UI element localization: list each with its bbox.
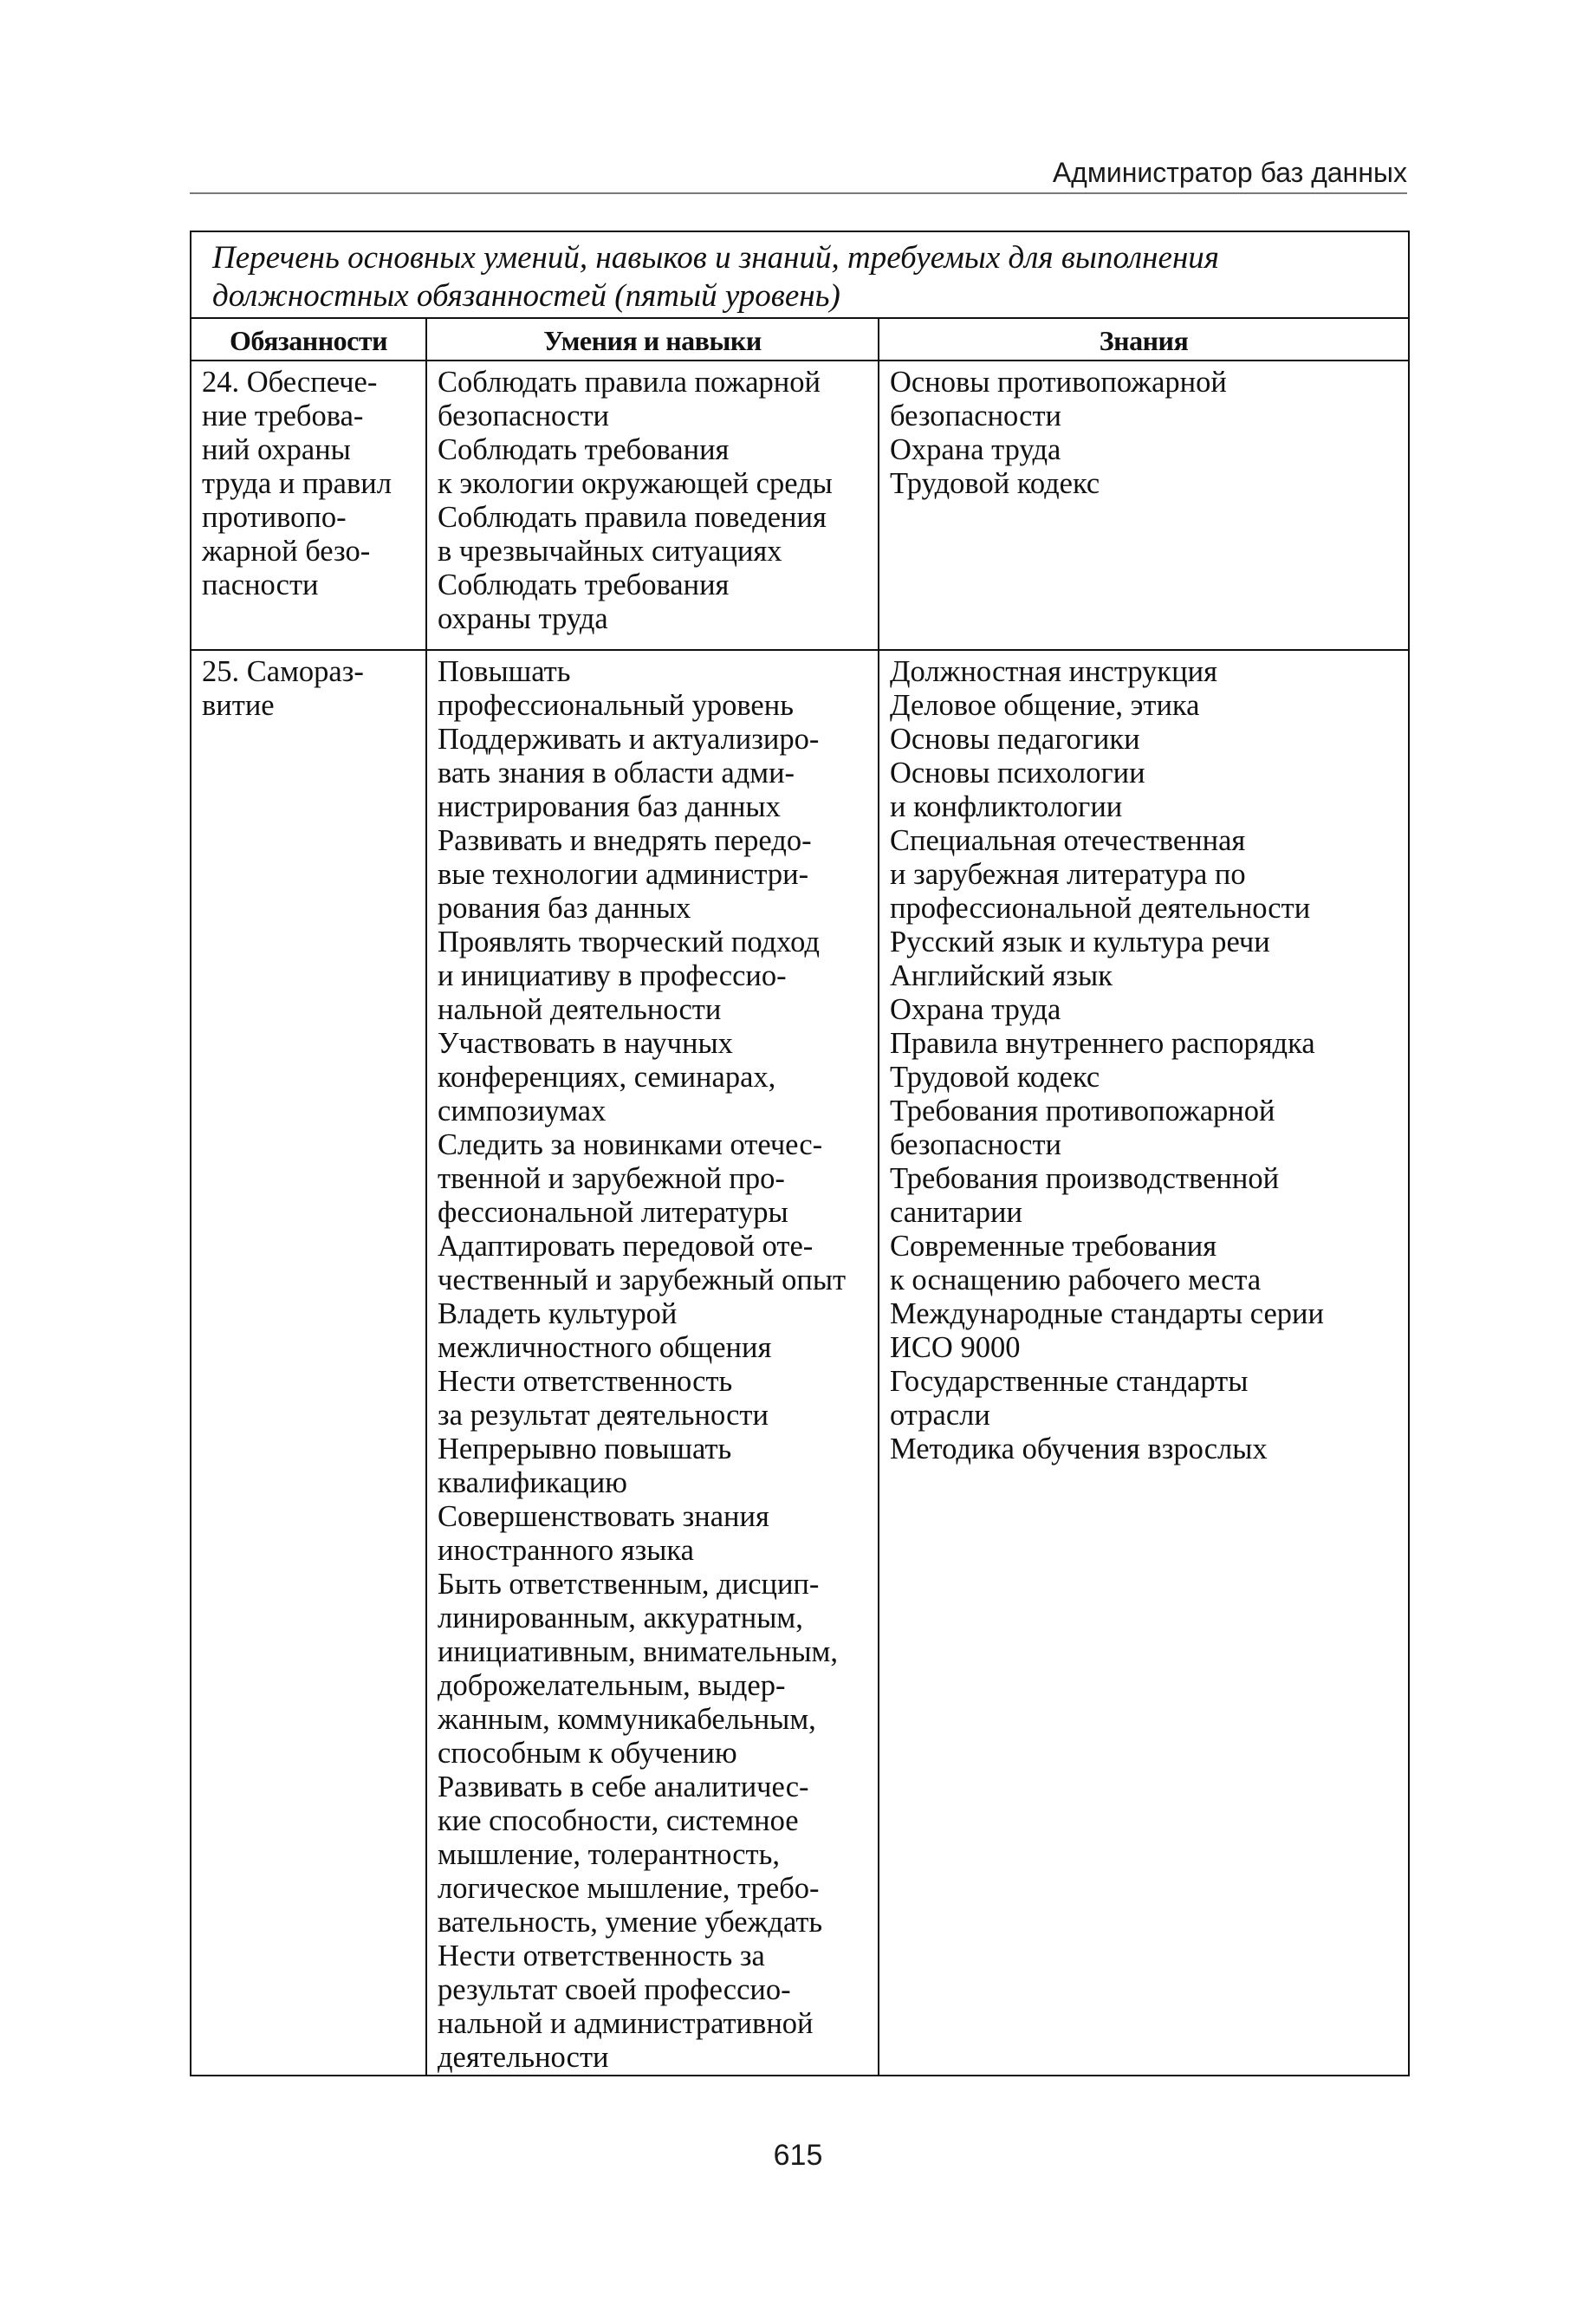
cell-line: Требования противопожарной [890, 1095, 1275, 1127]
cell-line: и зарубежная литература по [890, 858, 1246, 891]
cell-line: Трудовой кодекс [890, 467, 1100, 500]
cell-line: Адаптировать передовой оте- [438, 1230, 814, 1263]
cell-line: Должностная инструкция [890, 655, 1217, 688]
cell-line: результат своей профессио- [438, 1973, 791, 2006]
table-caption-line: Перечень основных умений, навыков и знаний, требуемых для выполнения [212, 240, 1219, 276]
cell-line: Непрерывно повышать [438, 1433, 732, 1465]
cell-line: чественный и зарубежный опыт [438, 1264, 847, 1296]
cell-line: жанным, коммуникабельным, [438, 1703, 816, 1736]
cell-line: нальной и административной [438, 2007, 814, 2040]
cell-line: линированным, аккуратным, [438, 1602, 803, 1634]
cell-line: Проявлять творческий подход [438, 926, 820, 958]
header-knowledge: Знания [879, 318, 1409, 361]
table-caption-line: должностных обязанностей (пятый уровень) [212, 278, 840, 314]
cell-line: Владеть культурой [438, 1297, 678, 1330]
cell-line: витие [202, 689, 275, 722]
cell-line: профессиональной деятельности [890, 892, 1311, 925]
cell-line: профессиональный уровень [438, 689, 794, 722]
cell-line: вые технологии администри- [438, 858, 809, 891]
cell-line: межличностного общения [438, 1331, 772, 1364]
cell-line: Поддерживать и актуализиро- [438, 723, 820, 756]
cell-line: нальной деятельности [438, 993, 722, 1026]
skills-cell [426, 650, 879, 2076]
cell-line: 25. Самораз- [202, 655, 364, 688]
skills-cell [426, 361, 879, 650]
cell-line: инициативным, внимательным, [438, 1635, 838, 1668]
cell-line: Международные стандарты серии [890, 1297, 1324, 1330]
cell-line: Следить за новинками отечес- [438, 1128, 823, 1161]
cell-line: Охрана труда [890, 993, 1061, 1026]
cell-line: жарной безо- [202, 535, 371, 568]
cell-line: Требования производственной [890, 1162, 1280, 1195]
cell-line: охраны труда [438, 602, 608, 635]
cell-line: Правила внутреннего распорядка [890, 1027, 1315, 1060]
cell-line: Нести ответственность [438, 1365, 733, 1398]
table-row [191, 650, 1409, 2076]
header-skills: Умения и навыки [426, 318, 879, 361]
cell-line: доброжелательным, выдер- [438, 1669, 786, 1702]
cell-line: ний охраны [202, 433, 351, 466]
competency-table [190, 231, 1410, 2076]
cell-line: противопо- [202, 501, 347, 534]
cell-line: симпозиумах [438, 1095, 607, 1127]
cell-line: Охрана труда [890, 433, 1061, 466]
page-number: 615 [773, 2139, 823, 2172]
knowledge-cell [879, 650, 1409, 2076]
cell-line: Быть ответственным, дисцип- [438, 1568, 820, 1601]
cell-line: Соблюдать требования [438, 569, 730, 601]
cell-line: квалификацию [438, 1466, 627, 1499]
cell-line: нистрирования баз данных [438, 790, 781, 823]
cell-line: вать знания в области адми- [438, 757, 795, 789]
knowledge-cell [879, 361, 1409, 650]
cell-line: фессиональной литературы [438, 1196, 788, 1229]
cell-line: безопасности [438, 400, 610, 432]
header-duties: Обязанности [191, 318, 426, 361]
cell-line: Английский язык [890, 959, 1113, 992]
cell-line: Развивать в себе аналитичес- [438, 1770, 809, 1803]
cell-line: конференциях, семинарах, [438, 1061, 776, 1094]
cell-line: к оснащению рабочего места [890, 1264, 1262, 1296]
cell-line: к экологии окружающей среды [438, 467, 833, 500]
cell-line: 24. Обеспече- [202, 366, 378, 399]
cell-line: мышление, толерантность, [438, 1838, 780, 1871]
cell-line: кие способности, системное [438, 1804, 799, 1837]
cell-line: рования баз данных [438, 892, 691, 925]
duty-cell [191, 361, 426, 650]
running-head-title: Администратор баз данных [1052, 157, 1407, 188]
cell-line: Русский язык и культура речи [890, 926, 1270, 958]
cell-line: иностранного языка [438, 1534, 694, 1567]
cell-line: за результат деятельности [438, 1399, 769, 1432]
cell-line: пасности [202, 569, 319, 601]
cell-line: ИСО 9000 [890, 1331, 1021, 1364]
cell-line: Основы психологии [890, 757, 1145, 789]
cell-line: Деловое общение, этика [890, 689, 1200, 722]
cell-line: ние требова- [202, 400, 364, 432]
cell-line: Повышать [438, 655, 571, 688]
cell-line: вательность, умение убеждать [438, 1906, 823, 1939]
cell-line: твенной и зарубежной про- [438, 1162, 785, 1195]
table-caption [191, 231, 1409, 318]
duty-cell [191, 650, 426, 2076]
cell-line: безопасности [890, 1128, 1062, 1161]
cell-line: и инициативу в профессио- [438, 959, 787, 992]
cell-line: Основы противопожарной [890, 366, 1227, 399]
table-row [191, 361, 1409, 650]
cell-line: Основы педагогики [890, 723, 1140, 756]
cell-line: логическое мышление, требо- [438, 1872, 820, 1905]
cell-line: Государственные стандарты [890, 1365, 1249, 1398]
cell-line: Соблюдать правила поведения [438, 501, 827, 534]
cell-line: Нести ответственность за [438, 1939, 765, 1972]
cell-line: и конфликтологии [890, 790, 1123, 823]
cell-line: безопасности [890, 400, 1062, 432]
cell-line: труда и правил [202, 467, 392, 500]
cell-line: санитарии [890, 1196, 1022, 1229]
cell-line: Соблюдать требования [438, 433, 730, 466]
cell-line: деятельности [438, 2041, 609, 2074]
cell-line: Участвовать в научных [438, 1027, 733, 1060]
running-head [190, 139, 1407, 194]
cell-line: в чрезвычайных ситуациях [438, 535, 782, 568]
cell-line: способным к обучению [438, 1737, 737, 1770]
cell-line: Методика обучения взрослых [890, 1433, 1268, 1465]
cell-line: Специальная отечественная [890, 824, 1246, 857]
cell-line: отрасли [890, 1399, 990, 1432]
cell-line: Развивать и внедрять передо- [438, 824, 812, 857]
cell-line: Совершенствовать знания [438, 1500, 769, 1533]
cell-line: Современные требования [890, 1230, 1217, 1263]
cell-line: Соблюдать правила пожарной [438, 366, 821, 399]
cell-line: Трудовой кодекс [890, 1061, 1100, 1094]
